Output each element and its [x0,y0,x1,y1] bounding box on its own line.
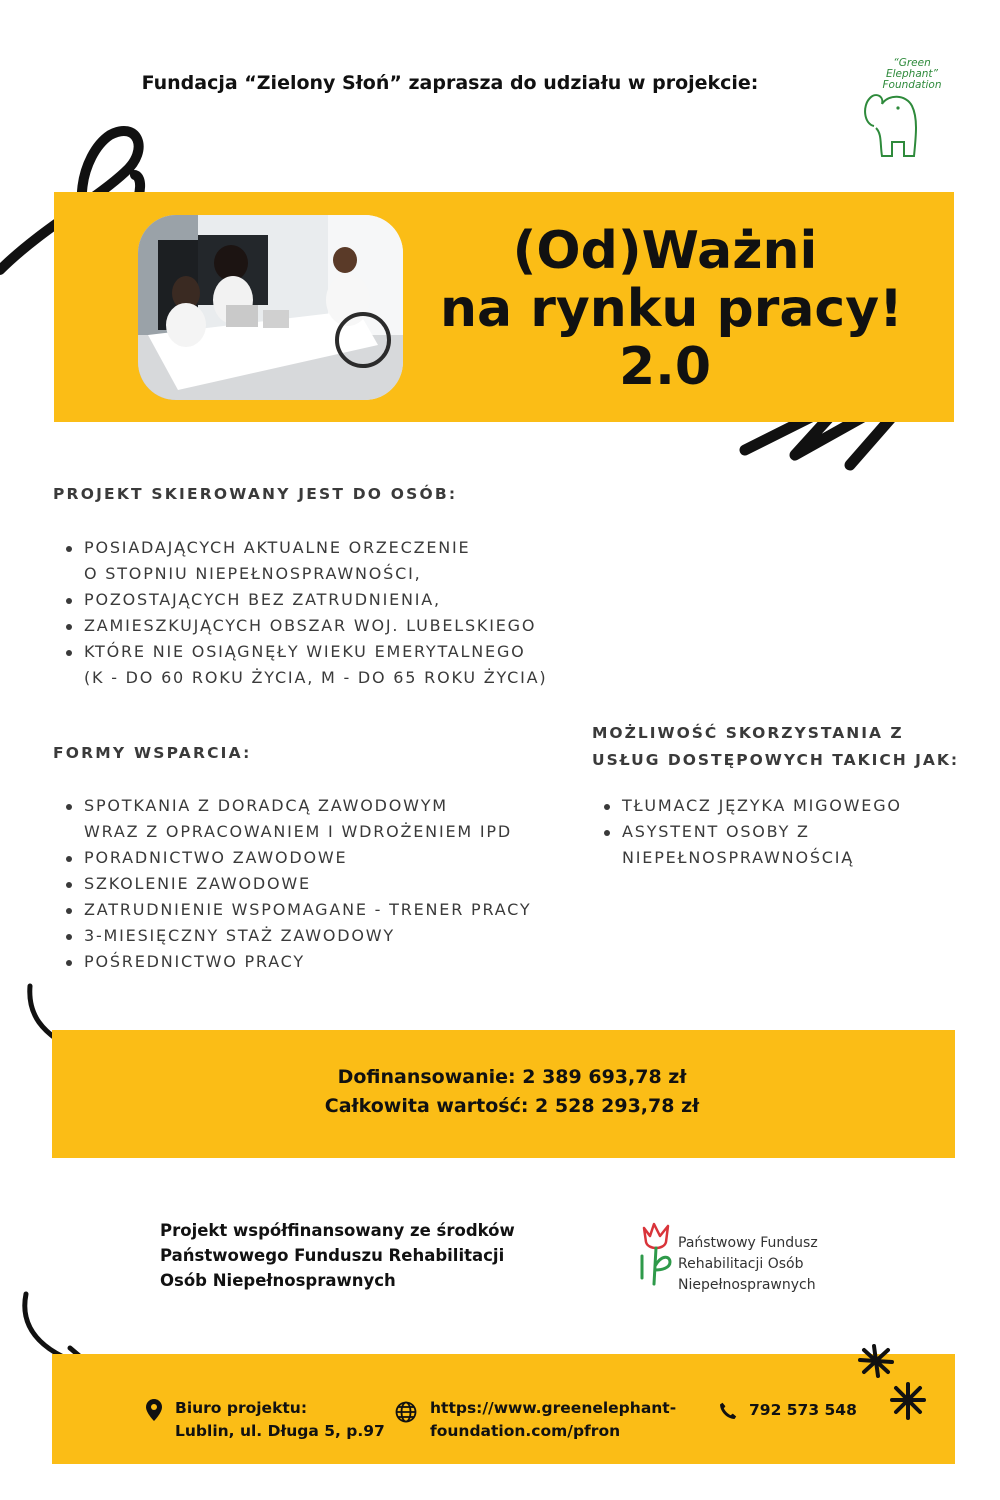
elephant-icon [862,86,924,164]
location-pin-icon [146,1399,162,1421]
support-list [62,793,602,975]
list-item: ASYSTENT OSOBY Z NIEPEŁNOSPRAWNOŚCIĄ [600,819,970,871]
list-item: ZATRUDNIENIE WSPOMAGANE - TRENER PRACY [62,897,602,923]
website-link[interactable]: https://www.greenelephant- foundation.com/pfron [430,1399,677,1440]
target-heading: PROJEKT SKIEROWANY JEST DO OSÓB: [53,485,458,503]
list-item: 3-MIESIĘCZNY STAŻ ZAWODOWY [62,923,602,949]
phone-number[interactable]: 792 573 548 [749,1401,857,1419]
logo-text: “Green Elephant” Foundation [882,57,942,91]
access-list [600,793,970,871]
office-info [175,1397,385,1443]
pfron-logo-icon [636,1220,676,1286]
office-address: Lublin, ul. Długa 5, p.97 [175,1422,385,1440]
cofinancing-amount: Dofinansowanie: 2 389 693,78 zł [337,1066,687,1088]
support-heading: FORMY WSPARCIA: [53,744,252,762]
list-item: POSIADAJĄCYCH AKTUALNE ORZECZENIE O STOPNIU NIEPEŁNOSPRAWNOŚCI, [62,535,602,587]
hero-title: (Od)Ważni na rynku pracy! 2.0 [440,221,903,397]
list-item: POŚREDNICTWO PRACY [62,949,602,975]
list-item: SZKOLENIE ZAWODOWE [62,871,602,897]
intro-text: Fundacja “Zielony Słoń” zaprasza do udziału w projekcie: [141,72,759,94]
green-elephant-logo [862,58,952,168]
office-label: Biuro projektu: [175,1399,308,1417]
list-item: TŁUMACZ JĘZYKA MIGOWEGO [600,793,970,819]
list-item: KTÓRE NIE OSIĄGNĘŁY WIEKU EMERYTALNEGO (K - DO 60 ROKU ŻYCIA, M - DO 65 ROKU ŻYCIA) [62,639,602,691]
asterisk-sparkle-icon [852,1342,932,1422]
list-item: POZOSTAJĄCYCH BEZ ZATRUDNIENIA, [62,587,602,613]
target-list [62,535,602,691]
cofinancing-note: Projekt współfinansowany ze środków Państwowego Funduszu Rehabilitacji Osób Niepełnosprawnych [160,1221,515,1290]
office-photo [138,215,403,400]
access-heading: MOŻLIWOŚĆ SKORZYSTANIA Z USŁUG DOSTĘPOWYCH TAKICH JAK: [592,724,960,769]
funding-text [52,1063,972,1121]
list-item: SPOTKANIA Z DORADCĄ ZAWODOWYM WRAZ Z OPRACOWANIEM I WDROŻENIEM IPD [62,793,602,845]
list-item: ZAMIESZKUJĄCYCH OBSZAR WOJ. LUBELSKIEGO [62,613,602,639]
pfron-name: Państwowy Fundusz Rehabilitacji Osób Niepełnosprawnych [678,1235,818,1293]
phone-icon [719,1402,737,1420]
list-item: PORADNICTWO ZAWODOWE [62,845,602,871]
total-value: Całkowita wartość: 2 528 293,78 zł [324,1095,700,1117]
office-meeting-image [138,215,403,400]
globe-icon [395,1401,417,1423]
